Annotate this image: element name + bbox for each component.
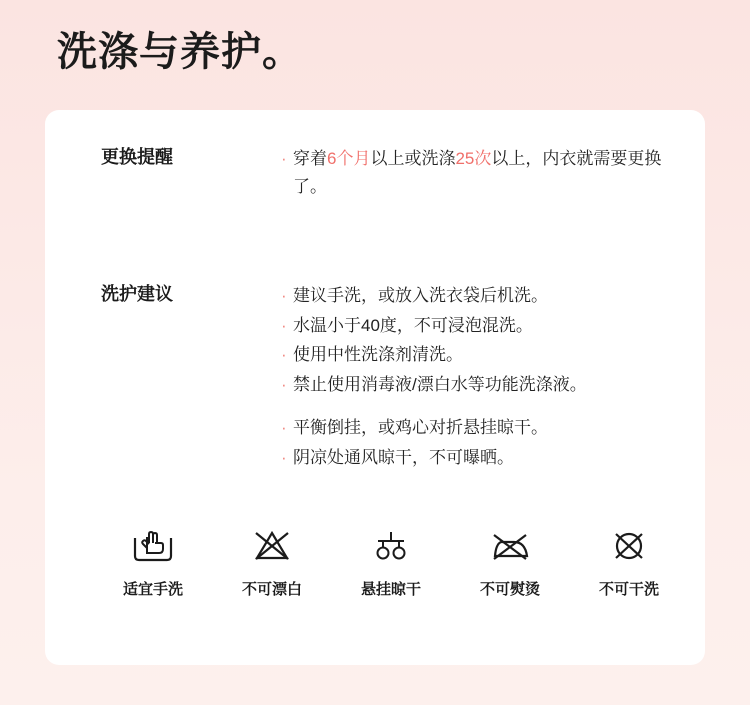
hang-dry-icon bbox=[339, 520, 443, 572]
list-item-text: 阴凉处通风晾干，不可曝晒。 bbox=[293, 447, 514, 467]
page-title: 洗涤与养护。 bbox=[57, 30, 303, 74]
bullet-dot-icon: · bbox=[281, 374, 287, 394]
care-symbols-row bbox=[101, 520, 681, 599]
hand-wash-icon bbox=[101, 520, 205, 572]
section-label: 更换提醒 bbox=[101, 147, 173, 167]
list-item-text: 平衡倒挂，或鸡心对折悬挂晾干。 bbox=[293, 418, 548, 438]
care-symbol-caption: 不可干洗 bbox=[598, 581, 659, 598]
care-symbol-no-iron bbox=[458, 520, 562, 599]
care-symbol-no-bleach bbox=[220, 520, 324, 599]
section-replacement-reminder bbox=[101, 145, 681, 202]
bullet-dot-icon: · bbox=[281, 286, 287, 305]
list-item bbox=[281, 414, 681, 442]
bullet-dot-icon: · bbox=[281, 447, 287, 467]
care-symbol-hand-wash bbox=[101, 520, 205, 599]
bullet-list bbox=[281, 145, 681, 202]
bullet-dot-icon: · bbox=[281, 315, 287, 335]
care-symbol-hang-dry bbox=[339, 520, 443, 599]
bullet-dot-icon: · bbox=[281, 345, 287, 365]
list-item bbox=[281, 444, 681, 472]
content-card bbox=[45, 110, 705, 665]
bullet-dot-icon: · bbox=[281, 149, 287, 168]
section-label: 洗护建议 bbox=[101, 284, 173, 304]
care-symbol-caption: 悬挂晾干 bbox=[360, 581, 421, 598]
list-item-text: 使用中性洗涤剂清洗。 bbox=[293, 345, 463, 365]
list-item bbox=[281, 341, 681, 369]
no-dry-clean-icon bbox=[577, 520, 681, 572]
bullet-dot-icon: · bbox=[281, 418, 287, 438]
section-care-advice bbox=[101, 282, 681, 473]
bullet-list bbox=[281, 282, 681, 473]
care-symbol-caption: 不可熨烫 bbox=[479, 581, 540, 598]
list-item-text: 水温小于40度，不可浸泡混洗。 bbox=[293, 315, 533, 335]
list-item bbox=[281, 282, 681, 310]
care-symbol-no-dry-clean bbox=[577, 520, 681, 599]
care-symbol-caption: 适宜手洗 bbox=[122, 581, 183, 598]
list-item-text: 禁止使用消毒液/漂白水等功能洗涤液。 bbox=[293, 374, 587, 394]
list-item-text: 建议手洗，或放入洗衣袋后机洗。 bbox=[293, 286, 548, 305]
list-item bbox=[281, 145, 681, 200]
list-item-text: 穿着6个月以上或洗涤25次以上，内衣就需要更换了。 bbox=[293, 149, 662, 196]
no-bleach-icon bbox=[220, 520, 324, 572]
no-iron-icon bbox=[458, 520, 562, 572]
list-item bbox=[281, 371, 681, 399]
care-symbol-caption: 不可漂白 bbox=[241, 581, 302, 598]
list-item bbox=[281, 312, 681, 340]
